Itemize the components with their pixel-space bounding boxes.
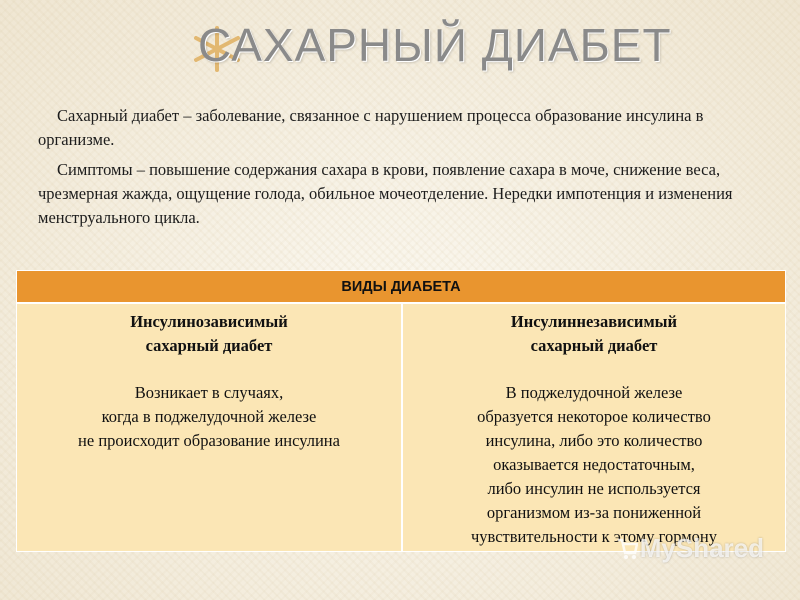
cell-title: Инсулиннезависимый сахарный диабет — [510, 312, 678, 355]
table-header: ВИДЫ ДИАБЕТА — [17, 271, 785, 304]
definition-paragraph: Сахарный диабет – заболевание, связанное с нарушением процесса образование инсулина в организме. — [38, 106, 704, 149]
page-title: САХАРНЫЙ ДИАБЕТ — [198, 19, 672, 71]
watermark — [616, 533, 764, 564]
non-insulin-dependent-cell — [403, 304, 785, 551]
cell-description: Возникает в случаях, когда в поджелудочной железе не происходит образование инсулина — [78, 383, 340, 450]
symptoms-paragraph: Симптомы – повышение содержания сахара в крови, появление сахара в моче, снижение веса, чрезмерная жажда, ощущение голода, обильное мочеотделение. Нередки импотенция и изменения менструального цикла. — [38, 160, 733, 227]
diabetes-types-table — [16, 270, 786, 552]
insulin-dependent-cell — [17, 304, 403, 551]
cell-description: В поджелудочной железе образуется некоторое количество инсулина, либо это количество оказывается недостаточным, либо инсулин не используется организмом из-за пониженной чувствительности к этому гормону — [470, 383, 718, 546]
cart-icon — [616, 536, 638, 562]
cell-title: Инсулинозависимый сахарный диабет — [130, 312, 288, 355]
watermark-text: MyShared — [639, 533, 764, 563]
table-body — [17, 304, 785, 551]
